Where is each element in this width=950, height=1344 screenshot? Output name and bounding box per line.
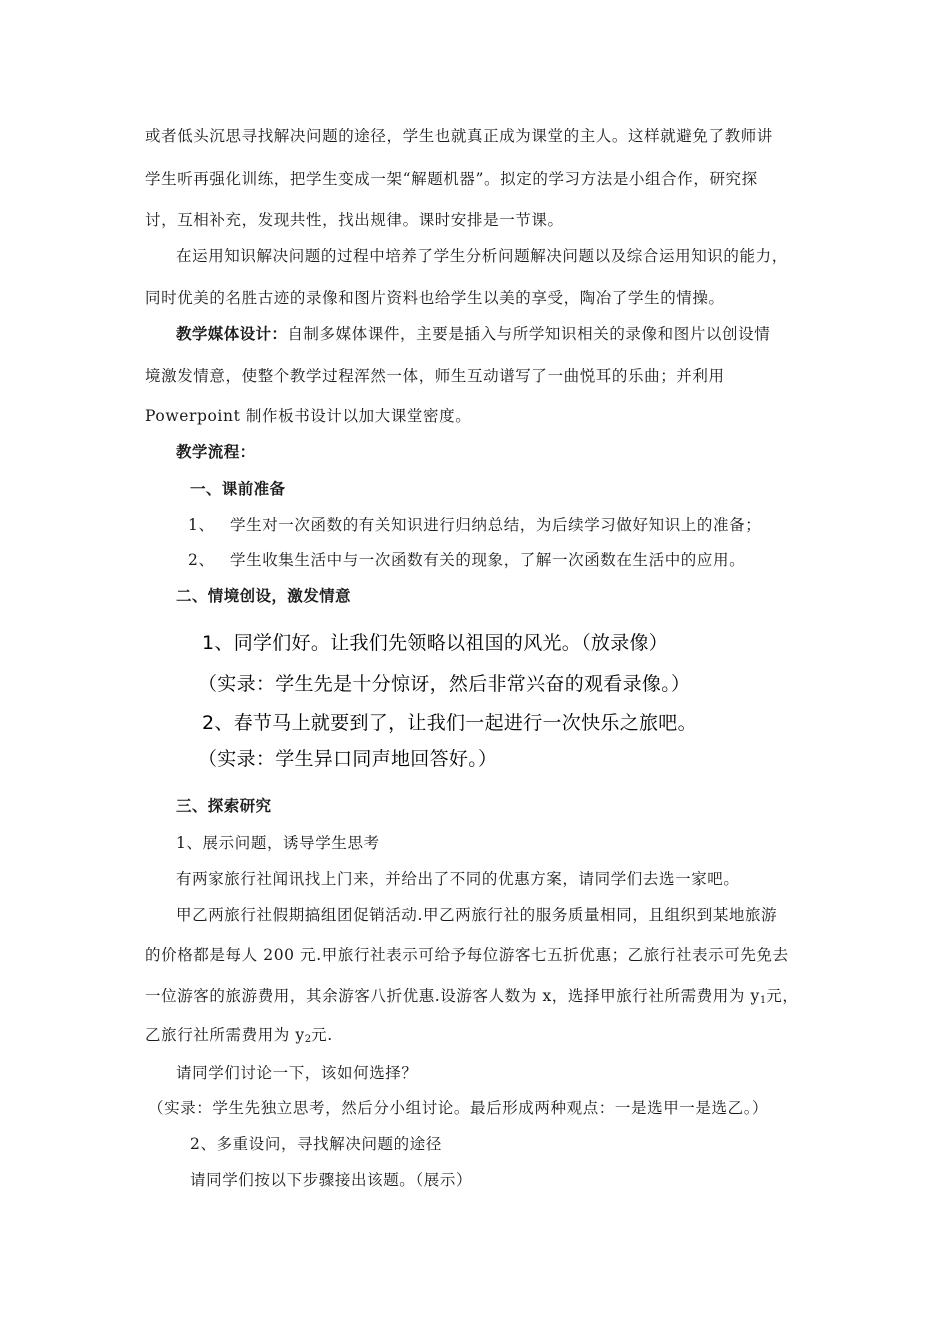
slide-line: （实录：学生先是十分惊讶，然后非常兴奋的观看录像。） [198,673,691,695]
slide-line: （实录：学生异口同声地回答好。） [198,748,498,770]
paragraph-line: 有两家旅行社闻讯找上门来，并给出了不同的优惠方案，请同学们去选一家吧。 [176,870,740,888]
text-span: 乙旅行社所需费用为 y [145,1026,305,1044]
paragraph-line [145,986,798,1011]
paragraph-line: 学生听再强化训练，把学生变成一架“解题机器”。拟定的学习方法是小组合作，研究探 [145,170,758,188]
paragraph-line: （实录：学生先独立思考，然后分小组讨论。最后形成两种观点：一是选甲一是选乙。） [148,1099,769,1117]
list-item-number: 2、 [188,551,215,569]
paragraph-line: 请同学们讨论一下，该如何选择？ [176,1064,418,1082]
slide-line: 2、春节马上就要到了，让我们一起进行一次快乐之旅吧。 [202,712,697,734]
text-span: 元， [766,987,799,1005]
text-span: 元. [311,1026,333,1044]
paragraph-line [145,1025,333,1050]
media-design-line [176,324,770,344]
paragraph-line: 境激发情意，使整个教学过程浑然一体，师生互动谱写了一曲悦耳的乐曲；并利用 [145,367,725,385]
paragraph-line: Powerpoint 制作板书设计以加大课堂密度。 [145,407,472,425]
section-heading-1: 一、课前准备 [190,480,286,498]
paragraph-line: 甲乙两旅行社假期搞组团促销活动.甲乙两旅行社的服务质量相同，且组织到某地旅游 [176,906,778,924]
list-item-number: 1、 [188,516,215,534]
slide-line: 1、同学们好。让我们先领略以祖国的风光。（放录像） [202,632,669,654]
paragraph-line: 或者低头沉思寻找解决问题的途径，学生也就真正成为课堂的主人。这样就避免了教师讲 [145,127,773,145]
section-heading-2: 二、情境创设，激发情意 [176,587,351,605]
subscript: 2 [304,1034,312,1045]
paragraph-line: 讨，互相补充，发现共性，找出规律。课时安排是一节课。 [145,211,564,229]
paragraph-line: 同时优美的名胜古迹的录像和图片资料也给学生以美的享受，陶冶了学生的情操。 [145,289,725,307]
list-item: 学生收集生活中与一次函数有关的现象，了解一次函数在生活中的应用。 [230,551,746,569]
teaching-flow-heading: 教学流程： [176,443,256,461]
section-heading-3: 三、探索研究 [176,797,272,815]
paragraph-line: 请同学们按以下步骤接出该题。（展示） [190,1171,473,1189]
paragraph-line: 2、多重设问，寻找解决问题的途径 [190,1135,442,1153]
text-span: 一位游客的旅游费用，其余游客八折优惠.设游客人数为 x，选择甲旅行社所需费用为 y [145,987,760,1005]
media-design-text: 自制多媒体课件，主要是插入与所学知识相关的录像和图片以创设情 [287,325,771,343]
media-design-label: 教学媒体设计： [176,325,288,343]
subscript: 1 [759,995,767,1006]
paragraph-line: 在运用知识解决问题的过程中培养了学生分析问题解决问题以及综合运用知识的能力， [176,247,788,265]
paragraph-line: 1、展示问题，诱导学生思考 [176,834,380,852]
paragraph-line: 的价格都是每人 200 元.甲旅行社表示可给予每位游客七五折优惠；乙旅行社表示可先免去 [145,946,789,964]
list-item: 学生对一次函数的有关知识进行归纳总结，为后续学习做好知识上的准备； [230,516,762,534]
embedded-slide-image [160,622,720,782]
